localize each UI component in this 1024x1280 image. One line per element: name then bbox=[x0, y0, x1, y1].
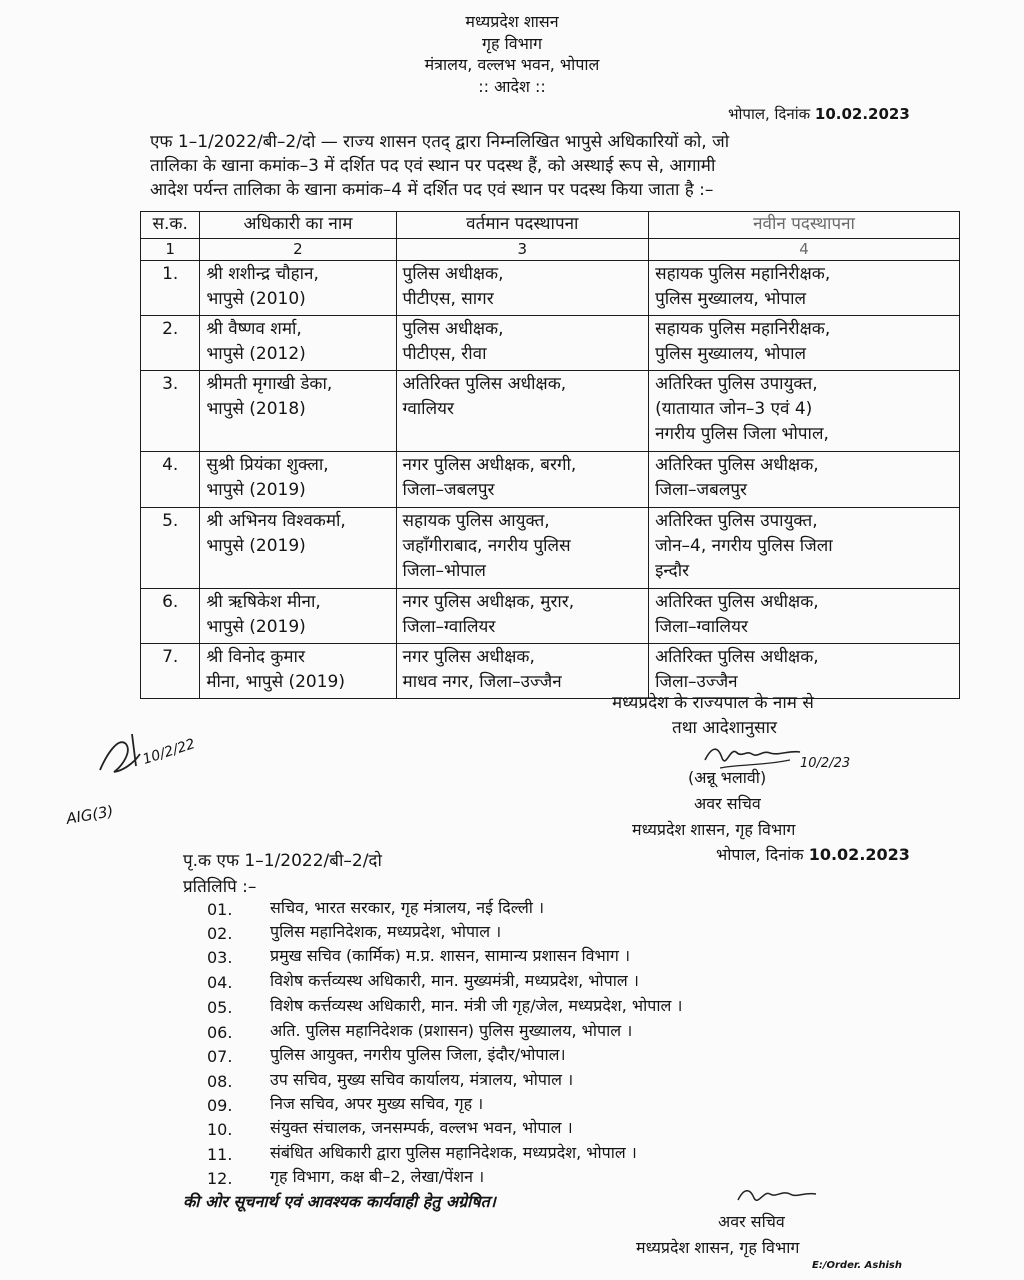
current-line: सहायक पुलिस आयुक्त, bbox=[402, 510, 550, 531]
current-line: नगर पुलिस अधीक्षक, बरगी, bbox=[402, 455, 577, 476]
name-line: भापुसे (2019) bbox=[206, 616, 306, 637]
col-number: 2 bbox=[200, 239, 396, 261]
new-line: सहायक पुलिस महानिरीक्षक, bbox=[655, 319, 831, 340]
row-new bbox=[649, 588, 960, 643]
current-line: पुलिस अधीक्षक, bbox=[402, 319, 504, 340]
row-current bbox=[396, 261, 649, 316]
row-sn: 4. bbox=[141, 452, 200, 507]
col-number: 4 bbox=[649, 239, 960, 261]
table-row bbox=[141, 507, 960, 588]
copy-item-text: पुलिस आयुक्त, नगरीय पुलिस जिला, इंदौर/भोपाल। bbox=[270, 1045, 566, 1064]
copy-item-no: 07. bbox=[207, 1047, 233, 1066]
table-row bbox=[141, 371, 960, 452]
row-new bbox=[649, 507, 960, 588]
row-new bbox=[649, 316, 960, 371]
row-name bbox=[200, 261, 396, 316]
copy-item-no: 10. bbox=[207, 1120, 233, 1139]
new-line: अतिरिक्त पुलिस अधीक्षक, bbox=[655, 591, 819, 612]
signature-date: 10/2/23 bbox=[800, 756, 851, 771]
order-date-value: 10.02.2023 bbox=[814, 105, 910, 123]
copy-item-no: 05. bbox=[207, 998, 233, 1017]
copy-item-text: प्रमुख सचिव (कार्मिक) म.प्र. शासन, सामान्य प्रशासन विभाग । bbox=[270, 946, 631, 965]
header-dept: गृह विभाग bbox=[481, 34, 543, 53]
row-current bbox=[396, 452, 649, 507]
new-line: इन्दौर bbox=[655, 560, 690, 581]
signer-name: (अन्नू भलावी) bbox=[688, 768, 767, 787]
copy-item-no: 01. bbox=[207, 900, 233, 919]
endorsement-title: अवर सचिव bbox=[718, 1212, 785, 1231]
new-line: सहायक पुलिस महानिरीक्षक, bbox=[655, 264, 831, 284]
name-line: श्री विनोद कुमार bbox=[206, 646, 305, 667]
header-order: :: आदेश :: bbox=[478, 77, 546, 96]
name-line: मीना, भापुसे (2019) bbox=[206, 671, 346, 692]
name-line: सुश्री प्रियंका शुक्ला, bbox=[206, 455, 329, 476]
table-row bbox=[141, 588, 960, 643]
copy-item-text: संबंधित अधिकारी द्वारा पुलिस महानिदेशक, मध्यप्रदेश, भोपाल । bbox=[270, 1143, 637, 1162]
current-line: जिला–जबलपुर bbox=[402, 480, 495, 501]
col-header-new: नवीन पदस्थापना bbox=[649, 212, 960, 239]
row-current bbox=[396, 643, 649, 698]
intro-line-2: तालिका के खाना कमांक–3 में दर्शित पद एवं स्थान पर पदस्थ हैं, को अस्थाई रूप से, आगामी bbox=[150, 156, 716, 176]
authority-line-1: मध्यप्रदेश के राज्यपाल के नाम से bbox=[612, 693, 814, 713]
intro-line-3: आदेश पर्यन्त तालिका के खाना कमांक–4 में दर्शित पद एवं स्थान पर पदस्थ किया जाता है :– bbox=[150, 180, 714, 200]
copy-item-no: 08. bbox=[207, 1072, 233, 1091]
copy-item-no: 06. bbox=[207, 1023, 233, 1042]
new-line: पुलिस मुख्यालय, भोपाल bbox=[655, 289, 807, 309]
copy-label: प्रतिलिपि :– bbox=[183, 877, 257, 897]
copy-item-no: 02. bbox=[207, 924, 233, 943]
row-sn: 6. bbox=[141, 588, 200, 643]
new-line: अतिरिक्त पुलिस अधीक्षक, bbox=[655, 455, 819, 476]
current-line: नगर पुलिस अधीक्षक, bbox=[402, 646, 535, 667]
endorsement-date-value: 10.02.2023 bbox=[808, 845, 910, 864]
col-header-current: वर्तमान पदस्थापना bbox=[396, 212, 649, 239]
footer-note: E:/Order. Ashish bbox=[812, 1260, 902, 1271]
handwritten-date: 10/2/22 bbox=[140, 736, 198, 768]
copy-item-text: पुलिस महानिदेशक, मध्यप्रदेश, भोपाल । bbox=[270, 922, 502, 941]
row-current bbox=[396, 316, 649, 371]
endorsement-ref: पृ.क एफ 1–1/2022/बी–2/दो bbox=[183, 851, 382, 871]
posting-table bbox=[140, 211, 960, 699]
row-name bbox=[200, 371, 396, 452]
copy-item-no: 04. bbox=[207, 973, 233, 992]
new-line: जिला–जबलपुर bbox=[655, 480, 747, 501]
table-row bbox=[141, 261, 960, 316]
current-line: ग्वालियर bbox=[402, 399, 454, 420]
row-name bbox=[200, 507, 396, 588]
closing-note: की ओर सूचनार्थ एवं आवश्यक कार्यवाही हेतु अग्रेषित। bbox=[183, 1192, 496, 1211]
new-line: जिला–ग्वालियर bbox=[655, 616, 748, 637]
intro-paragraph bbox=[150, 130, 970, 202]
current-line: अतिरिक्त पुलिस अधीक्षक, bbox=[402, 374, 567, 395]
new-line: पुलिस मुख्यालय, भोपाल bbox=[655, 344, 807, 365]
copy-item-text: विशेष कर्त्तव्यस्थ अधिकारी, मान. मंत्री जी गृह/जेल, मध्यप्रदेश, भोपाल । bbox=[270, 996, 683, 1015]
row-name bbox=[200, 588, 396, 643]
table-header-row bbox=[141, 212, 960, 239]
copy-item-text: उप सचिव, मुख्य सचिव कार्यालय, मंत्रालय, भोपाल । bbox=[270, 1070, 574, 1089]
signer-title: अवर सचिव bbox=[694, 794, 761, 813]
row-current bbox=[396, 507, 649, 588]
table-row bbox=[141, 452, 960, 507]
copy-item-no: 12. bbox=[207, 1169, 233, 1188]
row-new bbox=[649, 452, 960, 507]
current-line: जिला–ग्वालियर bbox=[402, 616, 496, 637]
name-line: भापुसे (2019) bbox=[206, 480, 306, 501]
endorsement-date bbox=[716, 843, 910, 865]
row-new bbox=[649, 261, 960, 316]
row-sn: 5. bbox=[141, 507, 200, 588]
new-line: (यातायात जोन–3 एवं 4) bbox=[655, 399, 813, 420]
current-line: नगर पुलिस अधीक्षक, मुरार, bbox=[402, 591, 575, 612]
name-line: भापुसे (2010) bbox=[206, 289, 306, 309]
new-line: अतिरिक्त पुलिस अधीक्षक, bbox=[655, 646, 819, 667]
copy-item-text: निज सचिव, अपर मुख्य सचिव, गृह । bbox=[270, 1094, 484, 1113]
handwritten-note: AIG(3) bbox=[64, 802, 115, 828]
copy-item-text: सचिव, भारत सरकार, गृह मंत्रालय, नई दिल्ली । bbox=[270, 898, 545, 917]
endorsement-date-label: भोपाल, दिनांक bbox=[716, 845, 804, 864]
row-current bbox=[396, 371, 649, 452]
col-header-name: अधिकारी का नाम bbox=[200, 212, 396, 239]
table-row bbox=[141, 643, 960, 698]
name-line: श्रीमती मृगाखी डेका, bbox=[206, 374, 333, 395]
authority-line-2: तथा आदेशानुसार bbox=[672, 718, 778, 738]
copy-item-no: 09. bbox=[207, 1096, 233, 1115]
row-new bbox=[649, 371, 960, 452]
current-line: पीटीएस, रीवा bbox=[402, 344, 487, 365]
col-header-sn: स.क. bbox=[141, 212, 200, 239]
name-line: श्री वैष्णव शर्मा, bbox=[206, 319, 302, 340]
new-line: जोन–4, नगरीय पुलिस जिला bbox=[655, 535, 833, 556]
col-number: 1 bbox=[141, 239, 200, 261]
new-line: नगरीय पुलिस जिला भोपाल, bbox=[655, 424, 829, 445]
current-line: माधव नगर, जिला–उज्जैन bbox=[402, 671, 562, 692]
endorsement-signature bbox=[732, 1180, 832, 1212]
name-line: श्री अभिनय विश्वकर्मा, bbox=[206, 510, 346, 531]
new-line: जिला–उज्जैन bbox=[655, 671, 738, 692]
new-line: अतिरिक्त पुलिस उपायुक्त, bbox=[655, 374, 818, 395]
endorsement-dept: मध्यप्रदेश शासन, गृह विभाग bbox=[636, 1238, 800, 1257]
new-line: अतिरिक्त पुलिस उपायुक्त, bbox=[655, 510, 818, 531]
row-name bbox=[200, 316, 396, 371]
copy-item-text: विशेष कर्त्तव्यस्थ अधिकारी, मान. मुख्यमंत्री, मध्यप्रदेश, भोपाल । bbox=[270, 971, 639, 990]
name-line: श्री शशीन्द्र चौहान, bbox=[206, 264, 319, 284]
copy-item-no: 03. bbox=[207, 948, 233, 967]
row-sn: 7. bbox=[141, 643, 200, 698]
row-sn: 3. bbox=[141, 371, 200, 452]
copy-item-text: संयुक्त संचालक, जनसम्पर्क, वल्लभ भवन, भोपाल । bbox=[270, 1118, 573, 1137]
current-line: जिला–भोपाल bbox=[402, 560, 486, 581]
name-line: भापुसे (2012) bbox=[206, 344, 306, 365]
signer-dept: मध्यप्रदेश शासन, गृह विभाग bbox=[632, 820, 796, 839]
row-sn: 1. bbox=[141, 261, 200, 316]
order-date bbox=[728, 104, 910, 124]
row-name bbox=[200, 452, 396, 507]
header-address: मंत्रालय, वल्लभ भवन, भोपाल bbox=[424, 55, 600, 74]
copy-item-no: 11. bbox=[207, 1145, 233, 1164]
row-name bbox=[200, 643, 396, 698]
row-sn: 2. bbox=[141, 316, 200, 371]
header-govt: मध्यप्रदेश शासन bbox=[465, 12, 559, 31]
current-line: पीटीएस, सागर bbox=[402, 289, 494, 309]
row-current bbox=[396, 588, 649, 643]
order-date-label: भोपाल, दिनांक bbox=[728, 105, 811, 123]
intro-line-1: एफ 1–1/2022/बी–2/दो — राज्य शासन एतद् द्वारा निम्नलिखित भापुसे अधिकारियों को, जो bbox=[150, 132, 730, 152]
name-line: श्री ऋषिकेश मीना, bbox=[206, 591, 321, 612]
table-number-row bbox=[141, 239, 960, 261]
current-line: जहाँगीराबाद, नगरीय पुलिस bbox=[402, 535, 571, 556]
copy-item-text: गृह विभाग, कक्ष बी–2, लेखा/पेंशन । bbox=[270, 1167, 485, 1186]
name-line: भापुसे (2019) bbox=[206, 535, 306, 556]
current-line: पुलिस अधीक्षक, bbox=[402, 264, 504, 284]
table-row bbox=[141, 316, 960, 371]
copy-item-text: अति. पुलिस महानिदेशक (प्रशासन) पुलिस मुख्यालय, भोपाल । bbox=[270, 1021, 633, 1040]
name-line: भापुसे (2018) bbox=[206, 399, 306, 420]
col-number: 3 bbox=[396, 239, 649, 261]
